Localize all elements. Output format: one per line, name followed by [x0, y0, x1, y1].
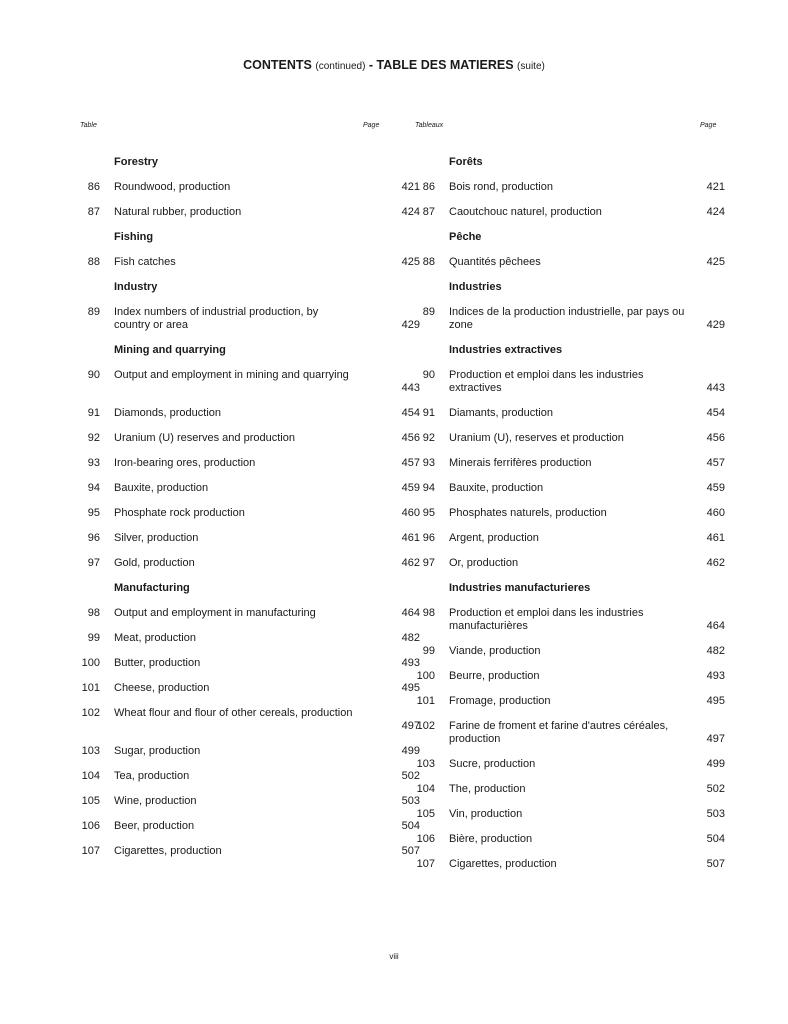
- contents-entry[interactable]: [80, 200, 420, 225]
- page-number-ref: 429: [706, 319, 725, 331]
- contents-entry[interactable]: [80, 676, 420, 701]
- contents-entry[interactable]: [80, 651, 420, 676]
- table-number: 86: [87, 181, 100, 193]
- page-number-ref: 425: [706, 256, 725, 268]
- page-number-ref: 429: [401, 319, 420, 331]
- table-number: 103: [416, 758, 435, 770]
- contents-entry[interactable]: [415, 250, 725, 275]
- page-number-ref: 443: [401, 382, 420, 394]
- table-number: 102: [416, 720, 435, 732]
- right-page-header: Page: [700, 122, 717, 129]
- title-continued: (continued): [315, 61, 366, 72]
- contents-entry[interactable]: [80, 451, 420, 476]
- contents-entry[interactable]: [415, 363, 725, 401]
- page-number-ref: 424: [401, 206, 420, 218]
- table-title: Minerais ferrifères production: [449, 457, 592, 469]
- table-title: Bauxite, production: [449, 482, 544, 494]
- section-heading-text: Pêche: [449, 231, 482, 243]
- section-heading-text: Fishing: [114, 231, 154, 243]
- table-title: Cheese, production: [114, 682, 210, 694]
- table-number: 99: [422, 645, 435, 657]
- section-heading: [415, 225, 725, 250]
- contents-entry[interactable]: [415, 501, 725, 526]
- page-number-ref: 421: [706, 181, 725, 193]
- table-title: Tea, production: [114, 770, 190, 782]
- section-heading: [80, 225, 420, 250]
- table-title: Viande, production: [449, 645, 541, 657]
- page-number-ref: 495: [706, 695, 725, 707]
- table-title: Diamants, production: [449, 407, 553, 419]
- table-number: 106: [416, 833, 435, 845]
- page-number-ref: 460: [706, 507, 725, 519]
- table-title: Caoutchouc naturel, production: [449, 206, 602, 218]
- table-title: Uranium (U) reserves and production: [114, 432, 295, 444]
- table-number: 88: [422, 256, 435, 268]
- page-number-ref: 443: [706, 382, 725, 394]
- section-heading-text: Industries extractives: [449, 344, 563, 356]
- table-title: Fish catches: [114, 256, 176, 268]
- left-table-header: Table: [80, 122, 97, 129]
- table-title: Bauxite, production: [114, 482, 209, 494]
- table-title: Phosphates naturels, production: [449, 507, 607, 519]
- table-number: 91: [422, 407, 435, 419]
- table-title: Bois rond, production: [449, 181, 553, 193]
- page-number-ref: 424: [706, 206, 725, 218]
- table-number: 92: [87, 432, 100, 444]
- table-title: Phosphate rock production: [114, 507, 245, 519]
- table-number: 94: [422, 482, 435, 494]
- section-heading-text: Industries: [449, 281, 502, 293]
- title-separator: -: [365, 58, 377, 72]
- table-title: Beer, production: [114, 820, 195, 832]
- contents-entry[interactable]: [80, 250, 420, 275]
- page-number-ref: 457: [706, 457, 725, 469]
- table-title: Quantités pêchees: [449, 256, 541, 268]
- table-number: 102: [81, 707, 100, 719]
- page-number-ref: 454: [706, 407, 725, 419]
- contents-entry[interactable]: [415, 526, 725, 551]
- table-number: 93: [422, 457, 435, 469]
- page-number-ref: 507: [401, 845, 420, 857]
- contents-entry[interactable]: [415, 551, 725, 576]
- table-title: Argent, production: [449, 532, 539, 544]
- table-number: 93: [87, 457, 100, 469]
- table-number: 86: [422, 181, 435, 193]
- table-number: 97: [87, 557, 100, 569]
- contents-entry[interactable]: [415, 451, 725, 476]
- page-number-ref: 457: [401, 457, 420, 469]
- table-number: 95: [422, 507, 435, 519]
- contents-entry[interactable]: [415, 639, 725, 664]
- page-number-ref: 499: [706, 758, 725, 770]
- page-number-ref: 502: [401, 770, 420, 782]
- section-heading-text: Industries manufacturieres: [449, 582, 591, 594]
- table-title: The, production: [449, 783, 526, 795]
- page-number-ref: 461: [706, 532, 725, 544]
- contents-entry[interactable]: [415, 827, 725, 852]
- table-number: 95: [87, 507, 100, 519]
- page-number-ref: 493: [401, 657, 420, 669]
- contents-entry[interactable]: [80, 764, 420, 789]
- page-number-ref: 456: [401, 432, 420, 444]
- section-heading-text: Mining and quarrying: [114, 344, 226, 356]
- contents-entry[interactable]: [80, 789, 420, 814]
- table-number: 101: [416, 695, 435, 707]
- contents-entry[interactable]: [80, 426, 420, 451]
- table-number: 107: [81, 845, 100, 857]
- contents-entry[interactable]: [415, 601, 725, 639]
- table-number: 99: [87, 632, 100, 644]
- table-title: Fromage, production: [449, 695, 551, 707]
- table-title: Gold, production: [114, 557, 195, 569]
- page-number-ref: 460: [401, 507, 420, 519]
- table-number: 89: [422, 306, 435, 318]
- page-number: viii: [389, 952, 399, 961]
- page-number-ref: 464: [706, 620, 725, 632]
- page-number-ref: 462: [401, 557, 420, 569]
- table-number: 97: [422, 557, 435, 569]
- page-number-ref: 482: [401, 632, 420, 644]
- page-number-ref: 497: [401, 720, 420, 732]
- page-title: [0, 58, 788, 72]
- contents-entry[interactable]: [80, 551, 420, 576]
- contents-entry[interactable]: [80, 476, 420, 501]
- page-number-ref: 461: [401, 532, 420, 544]
- contents-entry[interactable]: [415, 802, 725, 827]
- contents-entry[interactable]: [415, 175, 725, 200]
- table-title: Meat, production: [114, 632, 196, 644]
- table-number: 94: [87, 482, 100, 494]
- table-title: Vin, production: [449, 808, 523, 820]
- table-number: 91: [87, 407, 100, 419]
- contents-entry[interactable]: [415, 664, 725, 689]
- table-title: Uranium (U), reserves et production: [449, 432, 624, 444]
- contents-entry[interactable]: [415, 752, 725, 777]
- contents-entry[interactable]: [80, 526, 420, 551]
- contents-entry[interactable]: [80, 701, 420, 739]
- table-title: Beurre, production: [449, 670, 540, 682]
- table-title: Diamonds, production: [114, 407, 222, 419]
- contents-entry[interactable]: [415, 689, 725, 714]
- table-title: Silver, production: [114, 532, 199, 544]
- table-number: 105: [81, 795, 100, 807]
- contents-entry[interactable]: [415, 200, 725, 225]
- page-number-ref: 421: [401, 181, 420, 193]
- page-number-ref: 493: [706, 670, 725, 682]
- table-title: Index numbers of industrial production, by country or area: [114, 306, 319, 331]
- table-number: 104: [81, 770, 100, 782]
- page-number-ref: 497: [706, 733, 725, 745]
- contents-entry[interactable]: [80, 175, 420, 200]
- contents-entry[interactable]: [415, 426, 725, 451]
- contents-entry[interactable]: [80, 401, 420, 426]
- left-page-header: Page: [363, 122, 380, 129]
- contents-entry[interactable]: [80, 601, 420, 626]
- table-number: 90: [87, 369, 100, 381]
- title-contents: CONTENTS: [243, 58, 312, 72]
- page-number-ref: 464: [401, 607, 420, 619]
- french-contents-column: [415, 150, 725, 877]
- table-title: Cigarettes, production: [449, 858, 557, 870]
- table-number: 96: [422, 532, 435, 544]
- contents-entry[interactable]: [80, 814, 420, 839]
- table-number: 98: [422, 607, 435, 619]
- page-number-ref: 507: [706, 858, 725, 870]
- table-title: Output and employment in manufacturing: [114, 607, 316, 619]
- contents-entry[interactable]: [80, 363, 420, 401]
- table-title: Iron-bearing ores, production: [114, 457, 256, 469]
- table-title: Indices de la production industrielle, par pays ou zone: [449, 306, 685, 331]
- table-number: 90: [422, 369, 435, 381]
- section-heading: [415, 576, 725, 601]
- right-table-header: Tableaux: [415, 122, 444, 129]
- table-number: 98: [87, 607, 100, 619]
- table-title: Roundwood, production: [114, 181, 231, 193]
- contents-entry[interactable]: [415, 777, 725, 802]
- page-number-ref: 503: [706, 808, 725, 820]
- table-number: 107: [416, 858, 435, 870]
- contents-entry[interactable]: [80, 626, 420, 651]
- section-heading-text: Manufacturing: [114, 582, 190, 594]
- table-number: 89: [87, 306, 100, 318]
- table-number: 96: [87, 532, 100, 544]
- page-number-ref: 503: [401, 795, 420, 807]
- table-title: Sugar, production: [114, 745, 201, 757]
- table-number: 88: [87, 256, 100, 268]
- page-number-ref: 454: [401, 407, 420, 419]
- table-number: 101: [81, 682, 100, 694]
- contents-entry[interactable]: [415, 714, 725, 752]
- table-title: Cigarettes, production: [114, 845, 222, 857]
- contents-entry[interactable]: [415, 401, 725, 426]
- table-title: Wine, production: [114, 795, 197, 807]
- table-number: 100: [416, 670, 435, 682]
- section-heading: [80, 275, 420, 300]
- table-title: Natural rubber, production: [114, 206, 242, 218]
- table-number: 87: [422, 206, 435, 218]
- table-title: Wheat flour and flour of other cereals, production: [114, 707, 353, 719]
- contents-entry[interactable]: [80, 501, 420, 526]
- table-number: 87: [87, 206, 100, 218]
- page-number-ref: 482: [706, 645, 725, 657]
- table-number: 92: [422, 432, 435, 444]
- section-heading-text: Forestry: [114, 156, 159, 168]
- page-number-ref: 459: [706, 482, 725, 494]
- table-title: Production et emploi dans les industries extractives: [449, 369, 644, 394]
- table-number: 100: [81, 657, 100, 669]
- table-title: Production et emploi dans les industries manufacturières: [449, 607, 644, 632]
- table-title: Or, production: [449, 557, 519, 569]
- section-heading: [80, 576, 420, 601]
- page-number-ref: 456: [706, 432, 725, 444]
- contents-entry[interactable]: [415, 300, 725, 338]
- title-suite: (suite): [517, 61, 545, 72]
- page-number-ref: 502: [706, 783, 725, 795]
- table-title: Butter, production: [114, 657, 201, 669]
- table-number: 105: [416, 808, 435, 820]
- table-title: Farine de froment et farine d'autres céréales, production: [449, 720, 669, 745]
- contents-entry[interactable]: [80, 839, 420, 864]
- contents-entry[interactable]: [415, 852, 725, 877]
- page-number-ref: 504: [401, 820, 420, 832]
- page-number-ref: 462: [706, 557, 725, 569]
- section-heading-text: Forêts: [449, 156, 483, 168]
- page-number-ref: 504: [706, 833, 725, 845]
- contents-entry[interactable]: [415, 476, 725, 501]
- section-heading-text: Industry: [114, 281, 158, 293]
- section-heading: [415, 150, 725, 175]
- section-heading: [415, 338, 725, 363]
- page-number-ref: 425: [401, 256, 420, 268]
- page-number-ref: 495: [401, 682, 420, 694]
- table-number: 104: [416, 783, 435, 795]
- section-heading: [415, 275, 725, 300]
- section-heading: [80, 338, 420, 363]
- section-heading: [80, 150, 420, 175]
- english-contents-column: [80, 150, 420, 864]
- page-number-ref: 459: [401, 482, 420, 494]
- table-title: Sucre, production: [449, 758, 536, 770]
- contents-entry[interactable]: [80, 300, 420, 338]
- page-number-ref: 499: [401, 745, 420, 757]
- table-number: 106: [81, 820, 100, 832]
- contents-entry[interactable]: [80, 739, 420, 764]
- table-title: Output and employment in mining and quarrying: [114, 369, 349, 381]
- table-number: 103: [81, 745, 100, 757]
- table-title: Bière, production: [449, 833, 533, 845]
- title-table-des-matieres: TABLE DES MATIERES: [376, 58, 514, 72]
